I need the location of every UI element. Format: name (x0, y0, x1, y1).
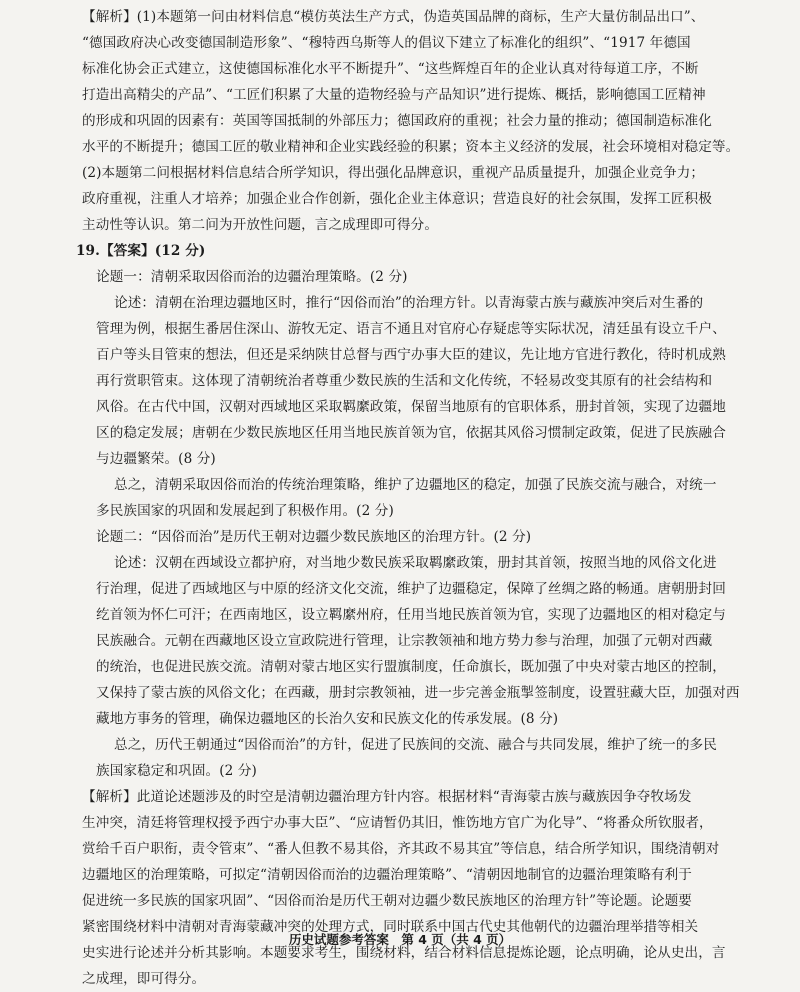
body-line: 族国家稳定和巩固。(2 分) (96, 763, 257, 779)
topic-two-heading: 论题二：“因俗而治”是历代王朝对边疆少数民族地区的治理方针。(2 分) (96, 529, 532, 545)
analysis-line: 的形成和巩固的因素有：英国等国抵制的外部压力；德国政府的重视；社会力量的推动；德国制造标准化 (82, 113, 712, 129)
body-line: 总之，清朝采取因俗而治的传统治理策略，维护了边疆地区的稳定，加强了民族交流与融合，对统一 (114, 477, 717, 493)
body-line: 论述：清朝在治理边疆地区时，推行“因俗而治”的治理方针。以青海蒙古族与藏族冲突后对生番的 (114, 295, 704, 311)
body-line: 百户等头目管束的想法，但还是采纳陕甘总督与西宁办事大臣的建议，先让地方官进行教化，待时机成熟 (96, 347, 726, 363)
body-line: 再行赏职管束。这体现了清朝统治者尊重少数民族的生活和文化传统，不轻易改变其原有的社会结构和 (96, 373, 713, 389)
body-line: 民族融合。元朝在西藏地区设立宣政院进行管理，让宗教领袖和地方势力参与治理，加强了元朝对西藏 (96, 633, 713, 649)
analysis-line: 之成理，即可得分。 (82, 971, 206, 987)
body-line: 论述：汉朝在西域设立都护府，对当地少数民族采取羁縻政策，册封其首领，按照当地的风俗文化进 (114, 555, 717, 571)
body-line: 区的稳定发展；唐朝在少数民族地区任用当地民族首领为官，依据其风俗习惯制定政策，促进了民族融合 (96, 425, 726, 441)
analysis-line: 政府重视，注重人才培养；加强企业合作创新，强化企业主体意识；营造良好的社会氛围，发挥工匠积极 (82, 191, 712, 207)
body-line: 总之，历代王朝通过“因俗而治”的方针，促进了民族间的交流、融合与共同发展，维护了统一的多民 (114, 737, 717, 753)
analysis-line: 主动性等认识。第二问为开放性问题，言之成理即可得分。 (82, 217, 439, 233)
page-footer: 历史试题参考答案 第 4 页（共 4 页） (288, 932, 512, 947)
body-line: 行治理，促进了西域地区与中原的经济文化交流，维护了边疆稳定，保障了丝绸之路的畅通。唐朝册封回 (96, 581, 726, 597)
body-line: 管理为例，根据生番居住深山、游牧无定、语言不通且对官府心存疑虑等实际状况，清廷虽有设立千户、 (96, 321, 726, 337)
analysis-line: 赏给千百户职衔，责令管束”、“番人但教不易其俗，齐其政不易其宜”等信息，结合所学知识，围绕清朝对 (82, 841, 720, 857)
analysis-line: 边疆地区的治理策略，可拟定“清朝因俗而治的边疆治理策略”、“清朝因地制官的边疆治理策略有利于 (82, 867, 692, 883)
analysis-line: “德国政府决心改变德国制造形象”、“穆特西乌斯等人的倡议下建立了标准化的组织”、“1917 年德国 (82, 35, 691, 51)
analysis-line: 【解析】此道论述题涉及的时空是清朝边疆治理方针内容。根据材料“青海蒙古族与藏族因争夺牧场发 (82, 789, 692, 805)
topic-one-heading: 论题一：清朝采取因俗而治的边疆治理策略。(2 分) (96, 269, 408, 285)
question-19-answer-heading: 19.【答案】(12 分) (76, 243, 206, 259)
analysis-line: 打造出高精尖的产品”、“工匠们积累了大量的造物经验与产品知识”进行提炼、概括，影响德国工匠精神 (82, 87, 706, 103)
body-line: 多民族国家的巩固和发展起到了积极作用。(2 分) (96, 503, 394, 519)
body-line: 纥首领为怀仁可汗；在西南地区，设立羁縻州府，任用当地民族首领为官，实现了边疆地区的相对稳定与 (96, 607, 726, 623)
body-line: 的统治，也促进民族交流。清朝对蒙古地区实行盟旗制度，任命旗长，既加强了中央对蒙古地区的控制， (96, 659, 726, 675)
analysis-line: 史实进行论述并分析其影响。本题要求考生，围绕材料，结合材料信息提炼论题，论点明确，论从史出，言 (82, 945, 726, 961)
analysis-line: 标准化协会正式建立，这使德国标准化水平不断提升”、“这些辉煌百年的企业认真对待每道工序，不断 (82, 61, 699, 77)
analysis-line: 紧密围绕材料中清朝对青海蒙藏冲突的处理方式，同时联系中国古代史其他朝代的边疆治理举措等相关 (82, 919, 699, 935)
analysis-line: (2)本题第二问根据材料信息结合所学知识，得出强化品牌意识，重视产品质量提升，加强企业竞争力； (82, 165, 705, 181)
analysis-line: 【解析】(1)本题第一问由材料信息“模仿英法生产方式，伪造英国品牌的商标，生产大量仿制品出口”、 (82, 9, 705, 25)
body-line: 藏地方事务的管理，确保边疆地区的长治久安和民族文化的传承发展。(8 分) (96, 711, 559, 727)
analysis-line: 促进统一多民族的国家巩固”、“因俗而治是历代王朝对边疆少数民族地区的治理方针”等论题。论题要 (82, 893, 692, 909)
analysis-line: 生冲突，清廷将管理权授予西宁办事大臣”、“应请暂仍其旧，惟饬地方官广为化导”、“将番众所钦服者， (82, 815, 713, 831)
analysis-line: 水平的不断提升；德国工匠的敬业精神和企业实践经验的积累；资本主义经济的发展，社会环境相对稳定等。 (82, 139, 740, 155)
body-line: 又保持了蒙古族的风俗文化；在西藏，册封宗教领袖，进一步完善金瓶掣签制度，设置驻藏大臣，加强对西 (96, 685, 740, 701)
body-line: 风俗。在古代中国，汉朝对西域地区采取羁縻政策，保留当地原有的官职体系，册封首领，实现了边疆地 (96, 399, 726, 415)
body-line: 与边疆繁荣。(8 分) (96, 451, 216, 467)
